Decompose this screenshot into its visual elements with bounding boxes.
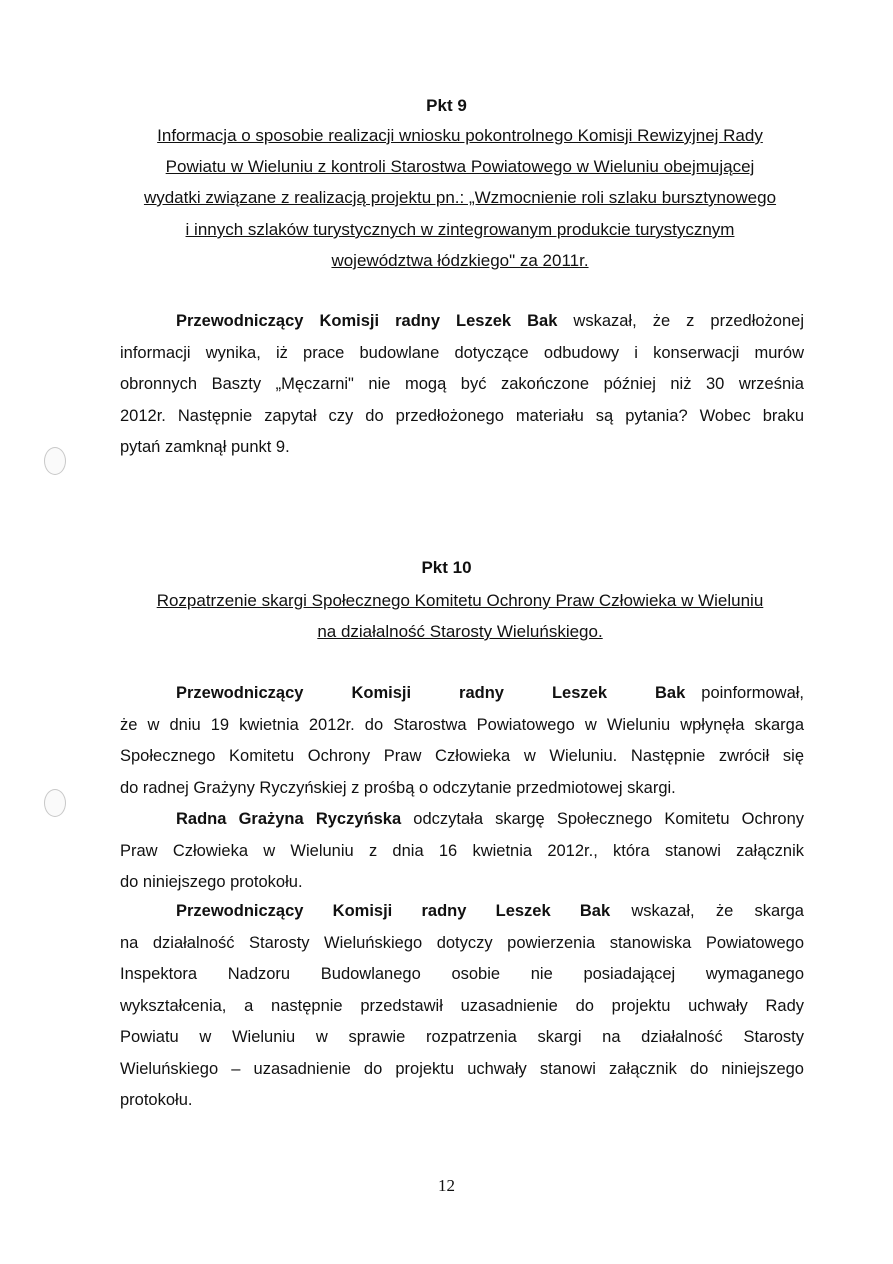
paragraph-line: informacji wynika, iż prace budowlane dotyczące odbudowy i konserwacji murów xyxy=(120,343,804,362)
speaker-name: Przewodniczący Komisji radny Leszek Bak xyxy=(176,902,611,920)
section-title-pkt9: Pkt 9 xyxy=(426,96,467,115)
paragraph-line: na działalność Starosty Wieluńskiego dotyczy powierzenia stanowiska Powiatowego xyxy=(120,933,804,952)
section-heading-line: województwa łódzkiego" za 2011r. xyxy=(331,251,589,270)
section-title-pkt10: Pkt 10 xyxy=(421,558,472,577)
paragraph-line: że w dniu 19 kwietnia 2012r. do Starostwa Powiatowego w Wieluniu wpłynęła skarga xyxy=(120,715,804,734)
paragraph-line: obronnych Baszty „Męczarni" nie mogą być zakończone później niż 30 września xyxy=(120,375,804,393)
paragraph-line: wykształcenia, a następnie przedstawił uzasadnienie do projektu uchwały Rady xyxy=(120,996,804,1015)
section-heading-line: Powiatu w Wieluniu z kontroli Starostwa Powiatowego w Wieluniu obejmującej xyxy=(165,157,755,176)
paragraph-line: Przewodniczący Komisji radny Leszek Bak poinformował, xyxy=(176,684,804,702)
paragraph-pkt10-3 xyxy=(120,896,804,1117)
paragraph-line: Przewodniczący Komisji radny Leszek Bak wskazał, że z przedłożonej xyxy=(176,312,804,330)
section-heading-line: Rozpatrzenie skargi Społecznego Komitetu Ochrony Praw Człowieka w Wieluniu xyxy=(156,591,764,610)
punch-hole-top xyxy=(44,447,66,475)
paragraph-line: Inspektora Nadzoru Budowlanego osobie nie posiadającej wymaganego xyxy=(120,965,804,983)
paragraph-line: Społecznego Komitetu Ochrony Praw Człowieka w Wieluniu. Następnie zwrócił się xyxy=(120,747,804,765)
paragraph-pkt9-1 xyxy=(120,306,804,464)
paragraph-line: Przewodniczący Komisji radny Leszek Bak wskazał, że skarga xyxy=(176,902,804,920)
paragraph-line: pytań zamknął punkt 9. xyxy=(120,438,290,456)
punch-hole-bottom xyxy=(44,789,66,817)
paragraph-line: Radna Grażyna Ryczyńska odczytała skargę Społecznego Komitetu Ochrony xyxy=(176,810,805,828)
speaker-name: Przewodniczący Komisji radny Leszek Bak xyxy=(176,312,558,330)
paragraph-line: Praw Człowieka w Wieluniu z dnia 16 kwietnia 2012r., która stanowi załącznik xyxy=(120,841,804,860)
paragraph-line: Wieluńskiego – uzasadnienie do projektu uchwały stanowi załącznik do niniejszego xyxy=(120,1059,804,1078)
speaker-name: Radna Grażyna Ryczyńska xyxy=(176,810,402,828)
speaker-name: Przewodniczący Komisji radny Leszek Bak xyxy=(176,684,686,702)
paragraph-pkt10-2 xyxy=(120,804,804,899)
section-heading-line: Informacja o sposobie realizacji wniosku pokontrolnego Komisji Rewizyjnej Rady xyxy=(157,126,763,145)
paragraph-line: 2012r. Następnie zapytał czy do przedłożonego materiału są pytania? Wobec braku xyxy=(120,406,804,425)
paragraph-line: protokołu. xyxy=(120,1091,193,1109)
page-number: 12 xyxy=(438,1176,455,1195)
section-heading-line: i innych szlaków turystycznych w zintegrowanym produkcie turystycznym xyxy=(185,220,735,239)
paragraph-line: Powiatu w Wieluniu w sprawie rozpatrzenia skargi na działalność Starosty xyxy=(120,1028,804,1046)
paragraph-line: do radnej Grażyny Ryczyńskiej z prośbą o odczytanie przedmiotowej skargi. xyxy=(120,778,676,797)
paragraph-pkt10-1 xyxy=(120,678,804,804)
section-heading-line: wydatki związane z realizacją projektu pn.: „Wzmocnienie roli szlaku bursztynowego xyxy=(143,188,777,207)
paragraph-line: do niniejszego protokołu. xyxy=(120,873,303,891)
section-heading-line: na działalność Starosty Wieluńskiego. xyxy=(317,622,603,641)
